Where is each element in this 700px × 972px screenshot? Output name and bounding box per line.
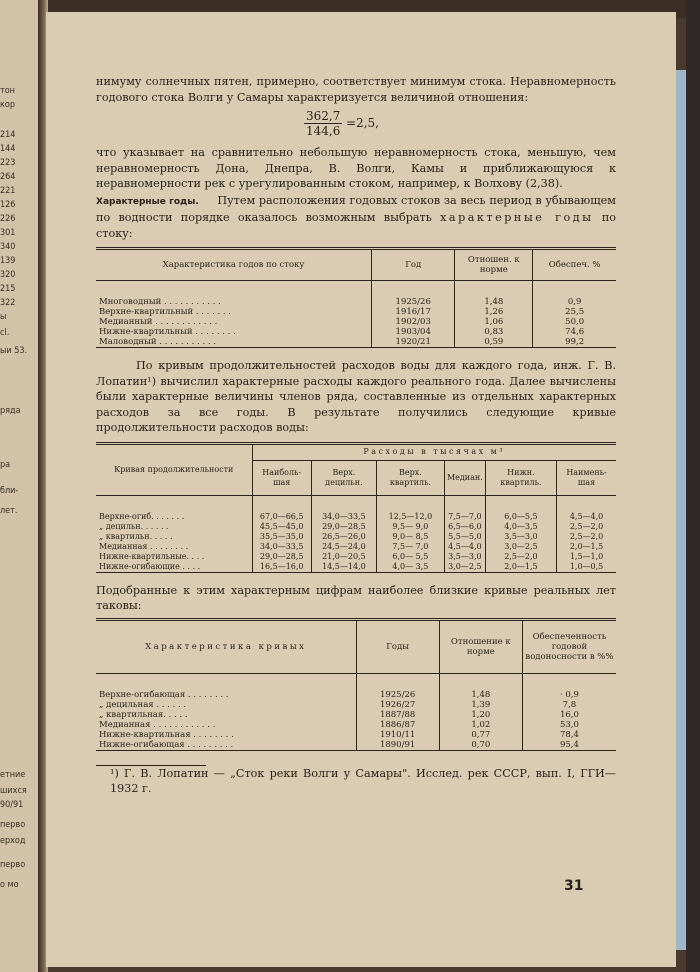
facing-page-fragment: 144 (0, 144, 16, 154)
facing-page-fragment: тон (0, 86, 15, 96)
t1-cell: 0,83 (455, 327, 533, 337)
t2-cell: 35,5—35,0 (252, 532, 311, 542)
t3-row (96, 690, 616, 700)
photo-background-right (686, 0, 700, 972)
t1-cell: 1916/17 (372, 307, 455, 317)
t2-cell: 6,0—5,5 (485, 512, 556, 522)
t2-cell: 12,5—12,0 (376, 512, 444, 522)
t2-cell: 3,0—2,5 (485, 542, 556, 552)
facing-page-fragment: 340 (0, 242, 16, 252)
t3-row-label: Медианная . . . . . . . . . . . . (99, 719, 216, 730)
t1-header-year: Год (372, 249, 455, 281)
t1-spacer-cell (455, 281, 533, 298)
t2-cell: 9,5— 9,0 (376, 522, 444, 532)
t2-cell: 26,5—26,0 (311, 532, 376, 542)
t3-spacer-cell (522, 673, 616, 690)
t2-spacer-cell (96, 495, 252, 512)
t3-cell: 1,48 (439, 690, 522, 700)
ratio-formula (96, 105, 616, 145)
t2-row (96, 552, 616, 562)
t1-cell: 0,59 (455, 337, 533, 348)
t3-row (96, 740, 616, 751)
t2-cell: 3,0—2,5 (444, 562, 485, 573)
t1-cell: 1,26 (455, 307, 533, 317)
t3-cell: 0,77 (439, 730, 522, 740)
t3-cell: 16,0 (522, 710, 616, 720)
t3-header-ratio: Отношение к норме (439, 619, 522, 673)
fraction-numerator: 362,7 (306, 109, 341, 123)
t2-cell: 6,5—6,0 (444, 522, 485, 532)
t3-header-probability: Обеспеченность годовой водоносности в %% (522, 619, 616, 673)
facing-page-fragment: 264 (0, 172, 16, 182)
t1-spacer-cell (372, 281, 455, 298)
t2-cell: 16,5—16,0 (252, 562, 311, 573)
t1-row-label: Маловодный . . . . . . . . . . . (99, 337, 216, 347)
t2-row-label: „ квартильн. . . . . (99, 531, 173, 541)
t1-row-label: Многоводный . . . . . . . . . . . (99, 297, 221, 307)
t2-cell: 34,0—33,5 (311, 512, 376, 522)
t3-cell: 1887/88 (356, 710, 439, 720)
paragraph-3-spaced: характерные годы (440, 211, 594, 224)
section-sidehead: Характерные годы. (96, 196, 199, 207)
table-characteristic-years (96, 247, 616, 348)
t3-cell: 1886/87 (356, 720, 439, 730)
t1-row (96, 307, 616, 317)
t2-subheader: Верх. квартиль. (376, 460, 444, 495)
t1-row-label: Медианный . . . . . . . . . . . . (99, 317, 218, 327)
t3-cell: 1926/27 (356, 700, 439, 710)
t3-row (96, 710, 616, 720)
t3-cell: 95,4 (522, 740, 616, 751)
t3-spacer-cell (356, 673, 439, 690)
t2-row (96, 532, 616, 542)
t1-row (96, 327, 616, 337)
table-real-years (96, 618, 616, 751)
paragraph-3-text-b: по стоку: (96, 211, 617, 240)
t1-row (96, 297, 616, 307)
t2-cell: 2,5—2,0 (557, 522, 616, 532)
t2-row-label: Верхне-огиб. . . . . . . (99, 511, 185, 521)
t2-row-label: Медианная . . . . . . . . (99, 541, 189, 551)
t2-cell: 4,5—4,0 (444, 542, 485, 552)
t2-row (96, 512, 616, 522)
t1-cell: 1,06 (455, 317, 533, 327)
t2-spacer-cell (485, 495, 556, 512)
t2-row (96, 542, 616, 552)
t1-cell: 1925/26 (372, 297, 455, 307)
fraction (304, 109, 342, 138)
t2-cell: 24,5—24,0 (311, 542, 376, 552)
footnote: ¹) Г. В. Лопатин — „Сток реки Волги у Самары". Исслед. рек СССР, вып. I, ГГИ—1932 г. (110, 766, 616, 795)
t3-cell: 78,4 (522, 730, 616, 740)
t3-row (96, 730, 616, 740)
t2-cell: 1,5—1,0 (557, 552, 616, 562)
facing-page-edge (0, 0, 40, 972)
t2-subheader: Нижн. квартиль. (485, 460, 556, 495)
t3-row-label: „ децильная . . . . . . (99, 699, 187, 710)
t1-cell: 1902/03 (372, 317, 455, 327)
facing-page-fragment: етние (0, 770, 26, 780)
facing-page-fragment: 301 (0, 228, 16, 238)
t3-spacer-cell (96, 673, 356, 690)
paragraph-5: Подобранные к этим характерным цифрам наиболее близкие кривые реальных лет таковы: (96, 583, 616, 612)
t3-cell: 53,0 (522, 720, 616, 730)
t3-cell: 1,39 (439, 700, 522, 710)
t1-row-label: Верхне-квартильный . . . . . . . (99, 307, 232, 317)
t2-cell: 6,0— 5,5 (376, 552, 444, 562)
t2-cell: 4,0— 3,5 (376, 562, 444, 573)
t2-row-label: „ децильн. . . . . . (99, 521, 169, 531)
facing-page-fragment: 126 (0, 200, 16, 210)
t3-cell: 1890/91 (356, 740, 439, 751)
t2-spacer-cell (444, 495, 485, 512)
t2-cell: 4,5—4,0 (557, 512, 616, 522)
t1-spacer-cell (533, 281, 616, 298)
t2-cell: 21,0—20,5 (311, 552, 376, 562)
t1-spacer-cell (96, 281, 372, 298)
paragraph-3 (96, 193, 616, 242)
t2-cell: 2,5—2,0 (485, 552, 556, 562)
t3-header-years: Годы (356, 619, 439, 673)
facing-page-fragment: 214 (0, 130, 16, 140)
fraction-denominator: 144,6 (306, 124, 341, 138)
t1-cell: 99,2 (533, 337, 616, 348)
t1-row-label: Нижне-квартильный . . . . . . . . (99, 327, 236, 337)
t1-header-probability: Обеспеч. % (533, 249, 616, 281)
t2-cell: 7,5—7,0 (444, 512, 485, 522)
facing-page-fragment: ра (0, 460, 11, 470)
t2-subheader: Медиан. (444, 460, 485, 495)
t1-row (96, 317, 616, 327)
facing-page-fragment: 226 (0, 214, 16, 224)
t2-row-label: Нижне-огибающие . . . . (99, 561, 201, 571)
t3-cell: 1910/11 (356, 730, 439, 740)
facing-page-fragment: 320 (0, 270, 16, 280)
t3-row (96, 720, 616, 730)
t2-cell: 67,0—66,5 (252, 512, 311, 522)
t3-cell: 1925/26 (356, 690, 439, 700)
t2-cell: 9,0— 8,5 (376, 532, 444, 542)
facing-page-fragment: 139 (0, 256, 16, 266)
t2-cell: 34,0—33,5 (252, 542, 311, 552)
t1-cell: 1,48 (455, 297, 533, 307)
book-page (46, 12, 676, 967)
facing-page-fragment: перво (0, 820, 26, 830)
facing-page-fragment: лет. (0, 506, 18, 516)
facing-page-fragment: 215 (0, 284, 16, 294)
t2-subheader: Верх. децильн. (311, 460, 376, 495)
t2-row (96, 522, 616, 532)
t2-header-group: Расходы в тысячах м³ (252, 443, 616, 460)
t2-cell: 14,5—14,0 (311, 562, 376, 573)
t1-row (96, 337, 616, 348)
fraction-result: =2,5, (346, 116, 379, 130)
facing-page-fragment: ы (0, 312, 7, 322)
t2-row (96, 562, 616, 573)
facing-page-fragment: 322 (0, 298, 16, 308)
facing-page-fragment: 221 (0, 186, 16, 196)
paragraph-3-text-a: Путем расположения годовых стоков за весь период в убывающем по водности порядке оказалось возможным выбрать (96, 193, 616, 224)
page-number: 31 (564, 878, 584, 894)
t2-cell: 2,0—1,5 (485, 562, 556, 573)
t2-spacer-cell (557, 495, 616, 512)
t3-cell: 1,20 (439, 710, 522, 720)
t2-cell: 2,5—2,0 (557, 532, 616, 542)
t3-header-characteristic: Характеристика кривых (96, 619, 356, 673)
facing-page-fragment: шихся (0, 786, 27, 796)
t2-spacer-cell (376, 495, 444, 512)
t2-spacer-cell (252, 495, 311, 512)
t2-row-label: Нижне-квартильные. . . . (99, 551, 205, 561)
t1-header-ratio: Отношен. к норме (455, 249, 533, 281)
facing-page-fragment: сl. (0, 328, 10, 338)
table-duration-curves (96, 442, 616, 573)
t1-cell: 25,5 (533, 307, 616, 317)
t2-cell: 45,5—45,0 (252, 522, 311, 532)
facing-page-fragment: ряда (0, 406, 21, 416)
t2-cell: 29,0—28,5 (252, 552, 311, 562)
t3-row-label: Верхне-огибающая . . . . . . . . (99, 689, 229, 700)
t3-spacer-cell (439, 673, 522, 690)
t2-cell: 7,5— 7,0 (376, 542, 444, 552)
paragraph-1: нимуму солнечных пятен, примерно, соответствует минимум стока. Неравномерность годового стока Волги у Самары характеризуется величиной отношения: (96, 75, 616, 104)
facing-page-fragment: ерход (0, 836, 26, 846)
t2-subheader: Наимень-шая (557, 460, 616, 495)
t3-cell: 0,70 (439, 740, 522, 751)
facing-page-fragment: о мо (0, 880, 19, 890)
t1-cell: 50,0 (533, 317, 616, 327)
paragraph-4: По кривым продолжительностей расходов воды для каждого года, инж. Г. В. Лопатин¹) вычислил характерные расходы каждого реального года. Далее вычислены были характерные величины членов ряда, составленные из отдельных характерных расходов за все годы. В результате получились следующие кривые продолжительности расходов воды: (96, 359, 616, 434)
t2-spacer-cell (311, 495, 376, 512)
facing-page-fragment: бли- (0, 486, 19, 496)
facing-page-fragment: ыи 53. (0, 346, 28, 356)
t1-cell: 1920/21 (372, 337, 455, 348)
t2-cell: 3,5—3,0 (444, 552, 485, 562)
facing-page-fragment: кор (0, 100, 15, 110)
t2-subheader: Наиболь-шая (252, 460, 311, 495)
t2-header-curve: Кривая продолжительности (96, 443, 252, 495)
t1-cell: 74,6 (533, 327, 616, 337)
t3-cell: 1,02 (439, 720, 522, 730)
facing-page-fragment: перво (0, 860, 26, 870)
t1-cell: 0,9 (533, 297, 616, 307)
t3-row-label: „ квартильная. . . . . (99, 709, 188, 720)
t2-cell: 2,0—1,5 (557, 542, 616, 552)
t3-row-label: Нижне-квартильная . . . . . . . . (99, 729, 234, 740)
page-content (96, 74, 616, 797)
t3-row (96, 700, 616, 710)
t3-row-label: Нижне-огибающая . . . . . . . . . (99, 739, 234, 750)
paragraph-2: что указывает на сравнительно небольшую неравномерность стока, меньшую, чем неравномерность Дона, Днепра, В. Волги, Камы и приближающуюся к неравномерности рек с урегулированным стоком, например, к Волхову (2,38). (96, 146, 616, 190)
t1-header-characteristic: Характеристика годов по стоку (96, 249, 372, 281)
t2-cell: 3,5—3,0 (485, 532, 556, 542)
t2-cell: 29,0—28,5 (311, 522, 376, 532)
t1-cell: 1903/04 (372, 327, 455, 337)
t2-cell: 1,0—0,5 (557, 562, 616, 573)
facing-page-fragment: 223 (0, 158, 16, 168)
t3-cell: 7,8 (522, 700, 616, 710)
t2-cell: 5,5—5,0 (444, 532, 485, 542)
t2-cell: 4,0—3,5 (485, 522, 556, 532)
t3-cell: · 0,9 (522, 690, 616, 700)
facing-page-fragment: 90/91 (0, 800, 24, 810)
